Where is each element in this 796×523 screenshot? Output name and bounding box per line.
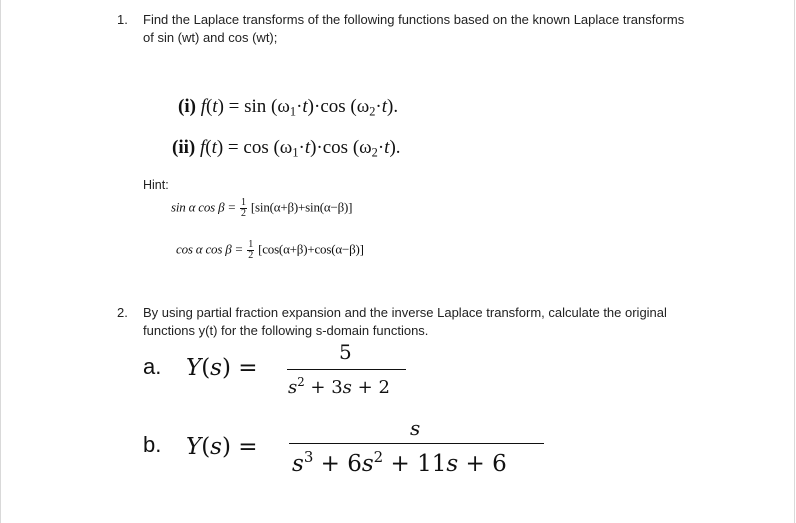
hint-1-rhs: [sin(α+β)+sin(α−β)]	[250, 199, 353, 215]
question-1-line-1: Find the Laplace transforms of the following functions based on the known Laplace transforms	[143, 12, 685, 27]
equation-ii: (ii) $f(t) = \cos (\omega_1\cdot t)\cdot\cos$ $(\omega_2\cdot t)$.	[172, 137, 401, 160]
hint-equation-1	[171, 198, 352, 219]
hint-2-fraction: $\frac{1}{2}$	[248, 239, 254, 261]
hint-2-rhs: [cos(α+β)+cos(α−β)]	[258, 241, 364, 257]
part-a-label: a.	[143, 354, 162, 379]
part-a-lhs: Y(s) =	[186, 355, 258, 381]
part-b-fraction-bar	[289, 443, 544, 444]
hint-label: Hint:	[143, 178, 169, 192]
part-b-lhs: Y(s) =	[186, 434, 258, 460]
part-b-numerator: s	[410, 416, 421, 440]
hint-1-fraction: $\frac{1}{2}$	[241, 197, 246, 219]
hint-equation-2	[176, 240, 364, 261]
equation-i: (i) $f(t) = \sin (\omega_1\cdot t)\cdot\cos$ $(\omega_2\cdot t)$.	[178, 96, 399, 119]
part-a-denominator: $s^2 + 3s + 2$	[288, 374, 390, 398]
question-1-line-2: of sin (wt) and cos (wt);	[143, 30, 278, 45]
question-1-number: 1.	[117, 12, 128, 27]
question-2-number: 2.	[117, 305, 128, 320]
part-a-numerator: 5	[339, 340, 352, 364]
part-b-denominator: $s^3 + 6s^2 + 11s + 6$	[292, 448, 507, 477]
equation-i-label: (i)	[178, 96, 196, 117]
part-a-fraction-bar	[287, 369, 406, 370]
question-2-line-1: By using partial fraction expansion and the inverse Laplace transform, calculate the original	[143, 305, 667, 320]
hint-1-lhs: sin α cos β =	[171, 199, 236, 215]
page-border-right	[794, 0, 795, 523]
hint-2-lhs: cos α cos β =	[176, 241, 244, 257]
question-2-line-2: functions y(t) for the following s-domain functions.	[143, 323, 429, 338]
equation-ii-label: (ii)	[172, 137, 196, 158]
page-border-left	[0, 0, 1, 523]
part-b-label: b.	[143, 432, 162, 457]
